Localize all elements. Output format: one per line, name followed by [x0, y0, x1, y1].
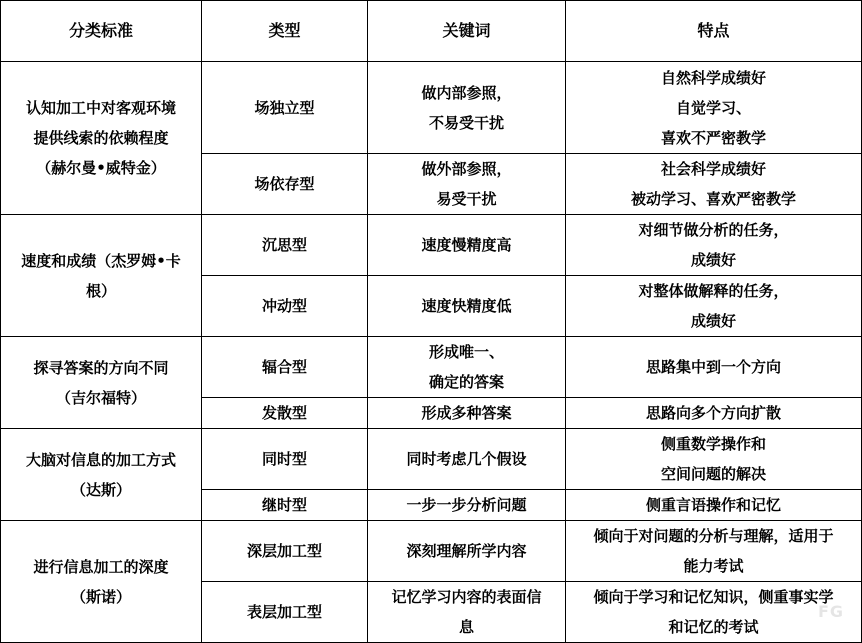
feature-cell: 对整体做解释的任务， 成绩好	[566, 276, 862, 337]
keyword-cell: 速度慢精度高	[368, 215, 566, 276]
keyword-cell: 一步一步分析问题	[368, 490, 566, 521]
keyword-cell: 形成唯一、 确定的答案	[368, 337, 566, 398]
feature-cell: 对细节做分析的任务， 成绩好	[566, 215, 862, 276]
keyword-cell: 同时考虑几个假设	[368, 429, 566, 490]
header-criterion: 分类标准	[1, 1, 202, 62]
criterion-cell: 探寻答案的方向不同 （吉尔福特）	[1, 337, 202, 429]
type-cell: 继时型	[202, 490, 368, 521]
keyword-cell: 深刻理解所学内容	[368, 521, 566, 582]
header-keyword: 关键词	[368, 1, 566, 62]
feature-cell: 自然科学成绩好 自觉学习、 喜欢不严密教学	[566, 62, 862, 154]
watermark-logo: FG	[817, 602, 844, 621]
type-cell: 场独立型	[202, 62, 368, 154]
table-row	[1, 337, 862, 398]
feature-cell: 倾向于学习和记忆知识，侧重事实学 和记忆的考试	[566, 582, 862, 643]
keyword-cell: 做内部参照， 不易受干扰	[368, 62, 566, 154]
criterion-cell: 认知加工中对客观环境 提供线索的依赖程度 （赫尔曼•威特金）	[1, 62, 202, 215]
criterion-cell: 大脑对信息的加工方式 （达斯）	[1, 429, 202, 521]
feature-cell: 侧重言语操作和记忆	[566, 490, 862, 521]
table-row	[1, 215, 862, 276]
keyword-cell: 速度快精度低	[368, 276, 566, 337]
keyword-cell: 记忆学习内容的表面信 息	[368, 582, 566, 643]
type-cell: 表层加工型	[202, 582, 368, 643]
type-cell: 辐合型	[202, 337, 368, 398]
feature-cell: 社会科学成绩好 被动学习、喜欢严密教学	[566, 154, 862, 215]
table-row	[1, 62, 862, 154]
feature-cell: 侧重数学操作和 空间问题的解决	[566, 429, 862, 490]
table-row	[1, 429, 862, 490]
feature-cell: 思路向多个方向扩散	[566, 398, 862, 429]
type-cell: 场依存型	[202, 154, 368, 215]
table-row	[1, 521, 862, 582]
criterion-cell: 进行信息加工的深度 （斯诺）	[1, 521, 202, 643]
type-cell: 同时型	[202, 429, 368, 490]
feature-cell: 倾向于对问题的分析与理解，适用于 能力考试	[566, 521, 862, 582]
header-type: 类型	[202, 1, 368, 62]
keyword-cell: 形成多种答案	[368, 398, 566, 429]
criterion-cell: 速度和成绩（杰罗姆•卡 根）	[1, 215, 202, 337]
header-row	[1, 1, 862, 62]
type-cell: 深层加工型	[202, 521, 368, 582]
keyword-cell: 做外部参照， 易受干扰	[368, 154, 566, 215]
type-cell: 冲动型	[202, 276, 368, 337]
header-feature: 特点	[566, 1, 862, 62]
feature-cell: 思路集中到一个方向	[566, 337, 862, 398]
type-cell: 发散型	[202, 398, 368, 429]
type-cell: 沉思型	[202, 215, 368, 276]
